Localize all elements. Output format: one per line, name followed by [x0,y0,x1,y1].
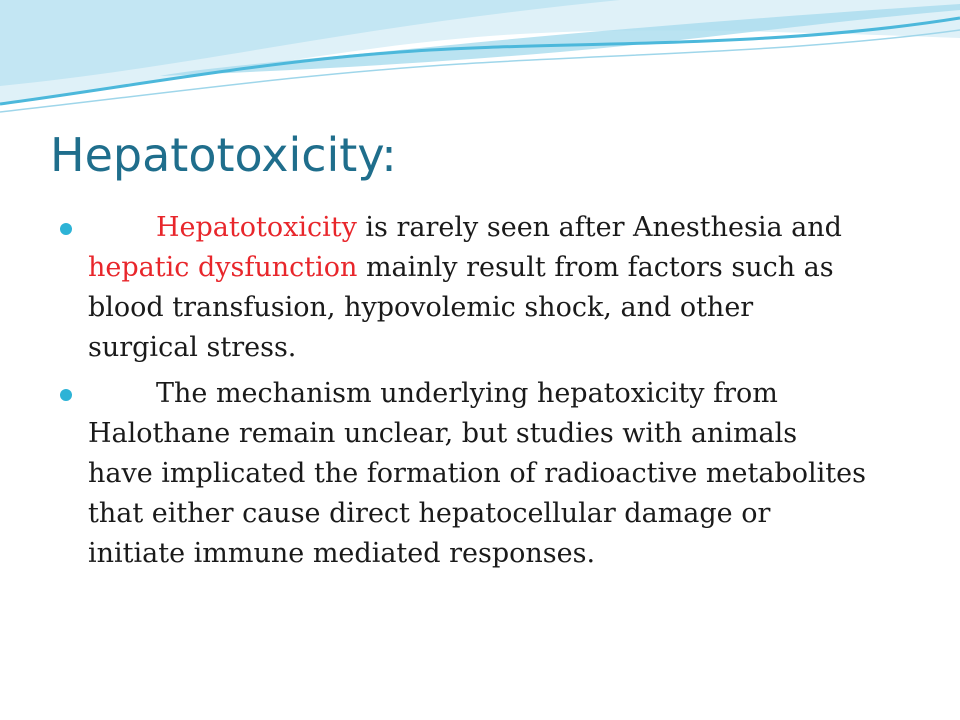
bullet-list [60,208,870,580]
highlight-term-hepatic-dysfunction: hepatic dysfunction [88,252,358,283]
bullet-item-mechanism [60,374,870,574]
highlight-term-hepatotoxicity: Hepatotoxicity [156,212,357,243]
bullet-text-mechanism: The mechanism underlying hepatoxicity from Halothane remain unclear, but studies with animals have implicated the formation of radioactive metabolites that either cause direct hepatocellular damage or initiate immune mediated responses. [88,378,866,569]
bullet-text-part-a: is rarely seen after Anesthesia and [356,212,842,243]
bullet-dot-icon [60,223,72,235]
bullet-item-hepatotoxicity [60,208,870,368]
wave-header-decoration [0,0,960,130]
slide-title: Hepatotoxicity: [50,128,397,182]
bullet-text-part-b: mainly result from factors such as blood transfusion, hypovolemic shock, and other surgical stress. [88,252,834,363]
bullet-dot-icon [60,389,72,401]
